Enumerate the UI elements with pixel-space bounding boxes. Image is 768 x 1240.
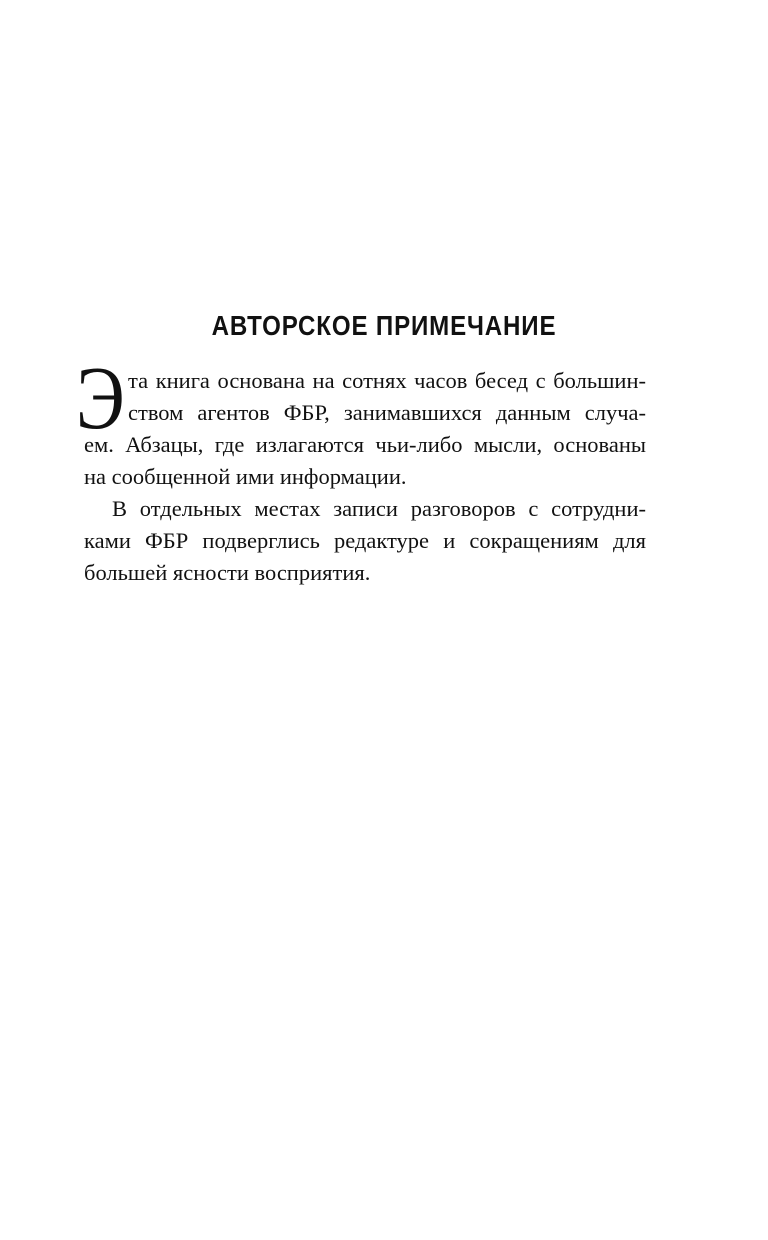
paragraph-2-line-1: В отдельных местах записи разговоров с сотрудни- [112, 496, 646, 521]
paragraph-1-line-4: на сообщенной ими информации. [84, 464, 407, 489]
paragraph-2-line-3: большей ясности восприятия. [84, 560, 371, 585]
paragraph-1-line-3: ем. Абзацы, где излагаются чьи-либо мысли, основаны [84, 432, 646, 457]
page-title: АВТОРСКОЕ ПРИМЕЧАНИЕ [211, 310, 557, 341]
paragraph-1-line-2: ством агентов ФБР, занимавшихся данным случа- [128, 400, 646, 425]
paragraph-1-line-1: та книга основана на сотнях часов бесед с большин- [128, 368, 646, 393]
drop-cap: Э [76, 349, 125, 448]
paragraph-2-line-2: ками ФБР подверглись редактуре и сокращениям для [84, 528, 646, 553]
